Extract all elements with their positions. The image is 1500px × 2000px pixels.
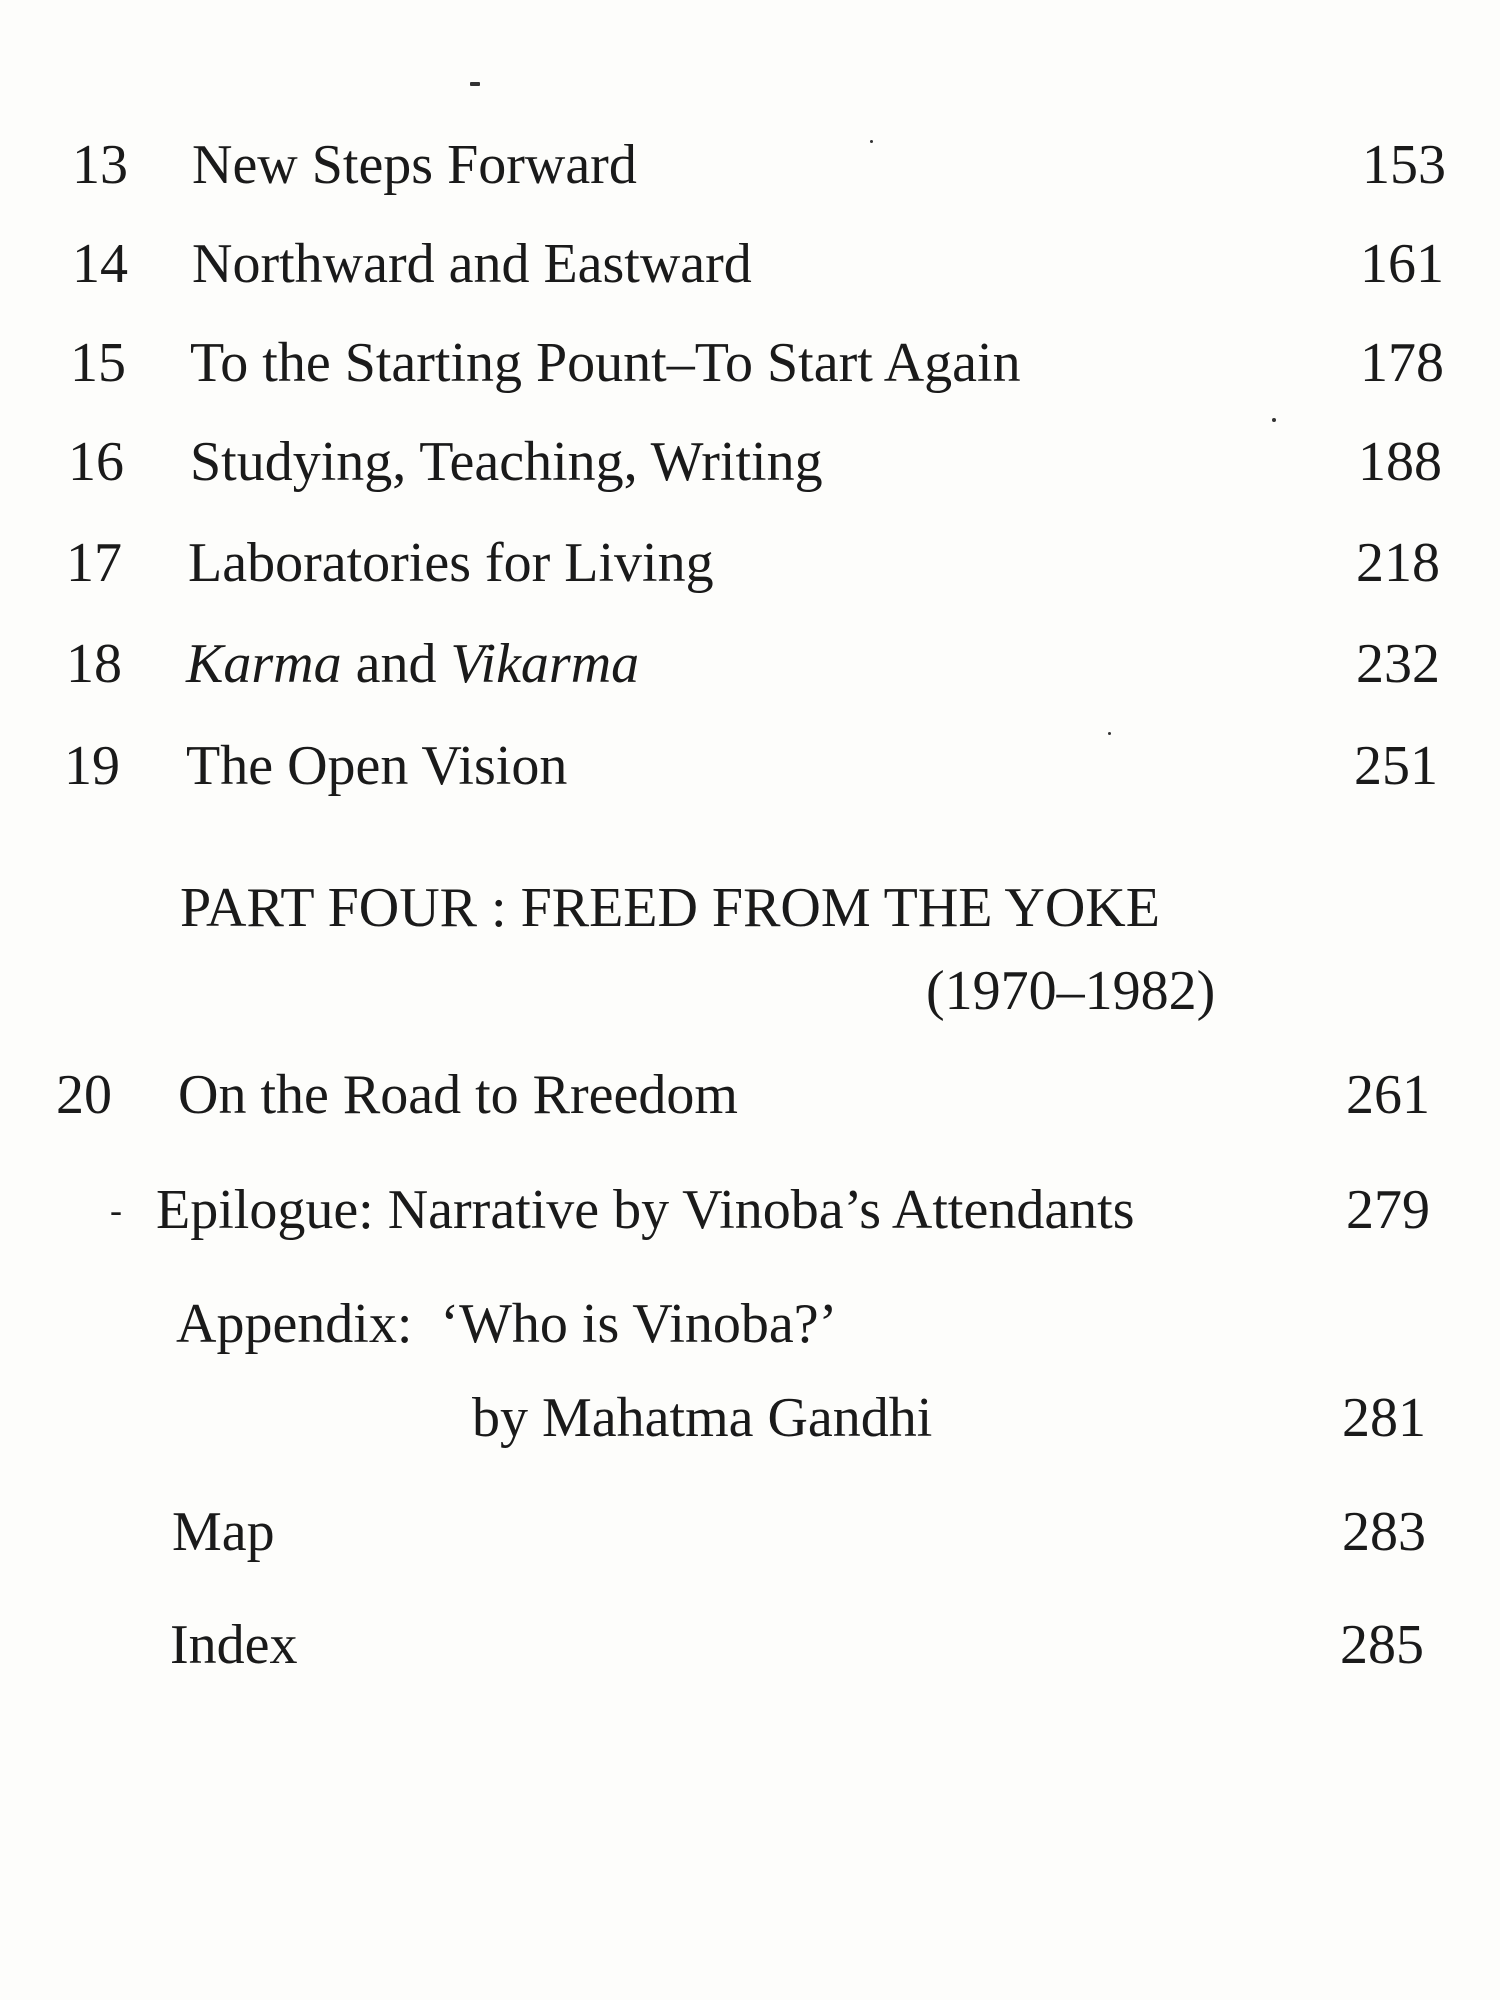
toc-entry-index xyxy=(0,1605,1500,1685)
chapter-number: 13 xyxy=(72,134,128,196)
page-number: 279 xyxy=(1346,1179,1430,1241)
part-heading: PART FOUR : FREED FROM THE YOKE xyxy=(180,877,1160,939)
chapter-title: Studying, Teaching, Writing xyxy=(190,431,823,493)
page-number: 188 xyxy=(1358,431,1442,493)
toc-entry xyxy=(0,224,1500,304)
map-title: Map xyxy=(172,1501,275,1563)
toc-entry-map xyxy=(0,1492,1500,1572)
page-number: 251 xyxy=(1354,735,1438,797)
chapter-number: 17 xyxy=(66,532,122,594)
chapter-title: New Steps Forward xyxy=(192,134,637,196)
toc-entry xyxy=(0,323,1500,403)
index-title: Index xyxy=(170,1614,298,1676)
toc-entry-appendix-sub xyxy=(0,1378,1500,1458)
chapter-number: 14 xyxy=(72,233,128,295)
appendix-title: Appendix: ‘Who is Vinoba?’ xyxy=(176,1293,838,1355)
toc-entry xyxy=(0,624,1500,704)
chapter-title-italic: Vikarma xyxy=(450,633,640,695)
toc-entry xyxy=(0,125,1500,205)
toc-entry xyxy=(0,523,1500,603)
chapter-title: To the Starting Pount–To Start Again xyxy=(190,332,1021,394)
chapter-title: Laboratories for Living xyxy=(188,532,714,594)
page-number: 281 xyxy=(1342,1387,1426,1449)
page-number: 283 xyxy=(1342,1501,1426,1563)
part-years: (1970–1982) xyxy=(926,960,1216,1022)
appendix-author: by Mahatma Gandhi xyxy=(472,1387,933,1449)
page-number: 261 xyxy=(1346,1064,1430,1126)
chapter-number: 19 xyxy=(64,735,120,797)
toc-entry xyxy=(0,726,1500,806)
chapter-title-italic: Karma xyxy=(186,633,342,695)
chapter-title xyxy=(186,624,639,704)
chapter-number: 15 xyxy=(70,332,126,394)
chapter-title: Northward and Eastward xyxy=(192,233,752,295)
page-number: 161 xyxy=(1360,233,1444,295)
page-number: 285 xyxy=(1340,1614,1424,1676)
toc-entry xyxy=(0,1055,1500,1135)
epilogue-title: Epilogue: Narrative by Vinoba’s Attendants xyxy=(156,1179,1135,1241)
list-marker: - xyxy=(110,1190,122,1230)
page-number: 153 xyxy=(1362,134,1446,196)
scan-speck xyxy=(470,82,480,86)
chapter-title-text: and xyxy=(341,633,451,695)
toc-entry-epilogue xyxy=(0,1170,1500,1250)
page-number: 218 xyxy=(1356,532,1440,594)
chapter-number: 18 xyxy=(66,633,122,695)
chapter-title: On the Road to Rreedom xyxy=(178,1064,738,1126)
chapter-number: 16 xyxy=(68,431,124,493)
page-number: 178 xyxy=(1360,332,1444,394)
chapter-number: 20 xyxy=(56,1064,112,1126)
toc-entry-appendix xyxy=(0,1284,1500,1364)
toc-entry xyxy=(0,422,1500,502)
chapter-title: The Open Vision xyxy=(186,735,568,797)
page-number: 232 xyxy=(1356,633,1440,695)
